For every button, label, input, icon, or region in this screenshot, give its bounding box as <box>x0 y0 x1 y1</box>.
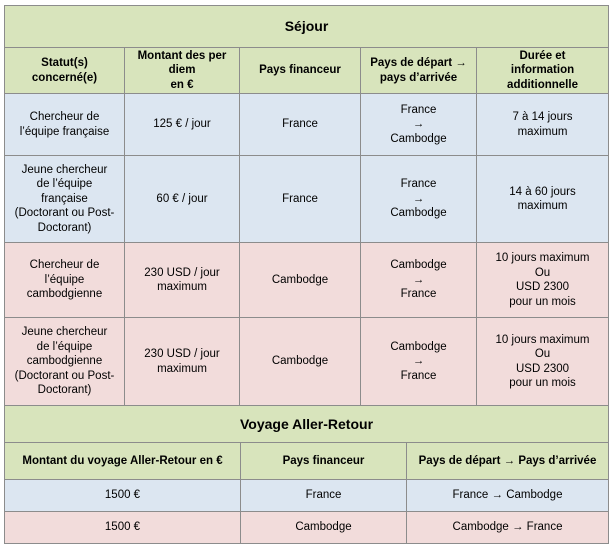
voyage-title: Voyage Aller-Retour <box>5 406 609 443</box>
cell-montant: 125 € / jour <box>125 94 240 156</box>
cell-montant-voyage: 1500 € <box>5 480 241 512</box>
cell-montant: 60 € / jour <box>125 156 240 243</box>
header-statut: Statut(s) concerné(e) <box>5 48 125 94</box>
cell-pays-depart-arrivee: France → Cambodge <box>361 156 477 243</box>
table-row <box>5 318 609 406</box>
cell-statut: Jeune chercheur de l’équipe cambodgienne (Doctorant ou Post- Doctorant) <box>5 318 125 406</box>
table-row <box>5 94 609 156</box>
cell-pays-depart-arrivee: France → Cambodge <box>361 94 477 156</box>
voyage-table <box>4 405 609 544</box>
cell-duree: 10 jours maximum Ou USD 2300 pour un mois <box>477 318 609 406</box>
table-row <box>5 243 609 318</box>
cell-duree: 14 à 60 jours maximum <box>477 156 609 243</box>
cell-pays-financeur: France <box>241 480 407 512</box>
cell-duree: 7 à 14 jours maximum <box>477 94 609 156</box>
header-pays-depart-arrivee: Pays de départ → Pays d’arrivée <box>407 443 609 480</box>
cell-montant: 230 USD / jour maximum <box>125 243 240 318</box>
table-row <box>5 512 609 544</box>
cell-statut: Jeune chercheur de l’équipe française (Doctorant ou Post- Doctorant) <box>5 156 125 243</box>
cell-pays-depart-arrivee: Cambodge → France <box>361 318 477 406</box>
cell-pays-depart-arrivee: France → Cambodge <box>407 480 609 512</box>
sejour-header-row <box>5 48 609 94</box>
header-pays-financeur: Pays financeur <box>240 48 361 94</box>
header-pays-financeur: Pays financeur <box>241 443 407 480</box>
cell-pays-financeur: France <box>240 94 361 156</box>
table-row <box>5 480 609 512</box>
cell-pays-depart-arrivee: Cambodge → France <box>361 243 477 318</box>
header-montant: Montant des per diem en € <box>125 48 240 94</box>
cell-duree: 10 jours maximum Ou USD 2300 pour un mois <box>477 243 609 318</box>
table-row <box>5 156 609 243</box>
cell-montant: 230 USD / jour maximum <box>125 318 240 406</box>
cell-pays-financeur: Cambodge <box>240 243 361 318</box>
header-montant-voyage: Montant du voyage Aller-Retour en € <box>5 443 241 480</box>
cell-statut: Chercheur de l’équipe cambodgienne <box>5 243 125 318</box>
sejour-title: Séjour <box>5 6 609 48</box>
cell-montant-voyage: 1500 € <box>5 512 241 544</box>
cell-pays-financeur: France <box>240 156 361 243</box>
cell-pays-depart-arrivee: Cambodge → France <box>407 512 609 544</box>
header-duree: Durée et information additionnelle <box>477 48 609 94</box>
cell-pays-financeur: Cambodge <box>241 512 407 544</box>
sejour-table <box>4 5 609 406</box>
cell-statut: Chercheur de l’équipe française <box>5 94 125 156</box>
header-pays-depart-arrivee: Pays de départ → pays d’arrivée <box>361 48 477 94</box>
voyage-header-row <box>5 443 609 480</box>
cell-pays-financeur: Cambodge <box>240 318 361 406</box>
